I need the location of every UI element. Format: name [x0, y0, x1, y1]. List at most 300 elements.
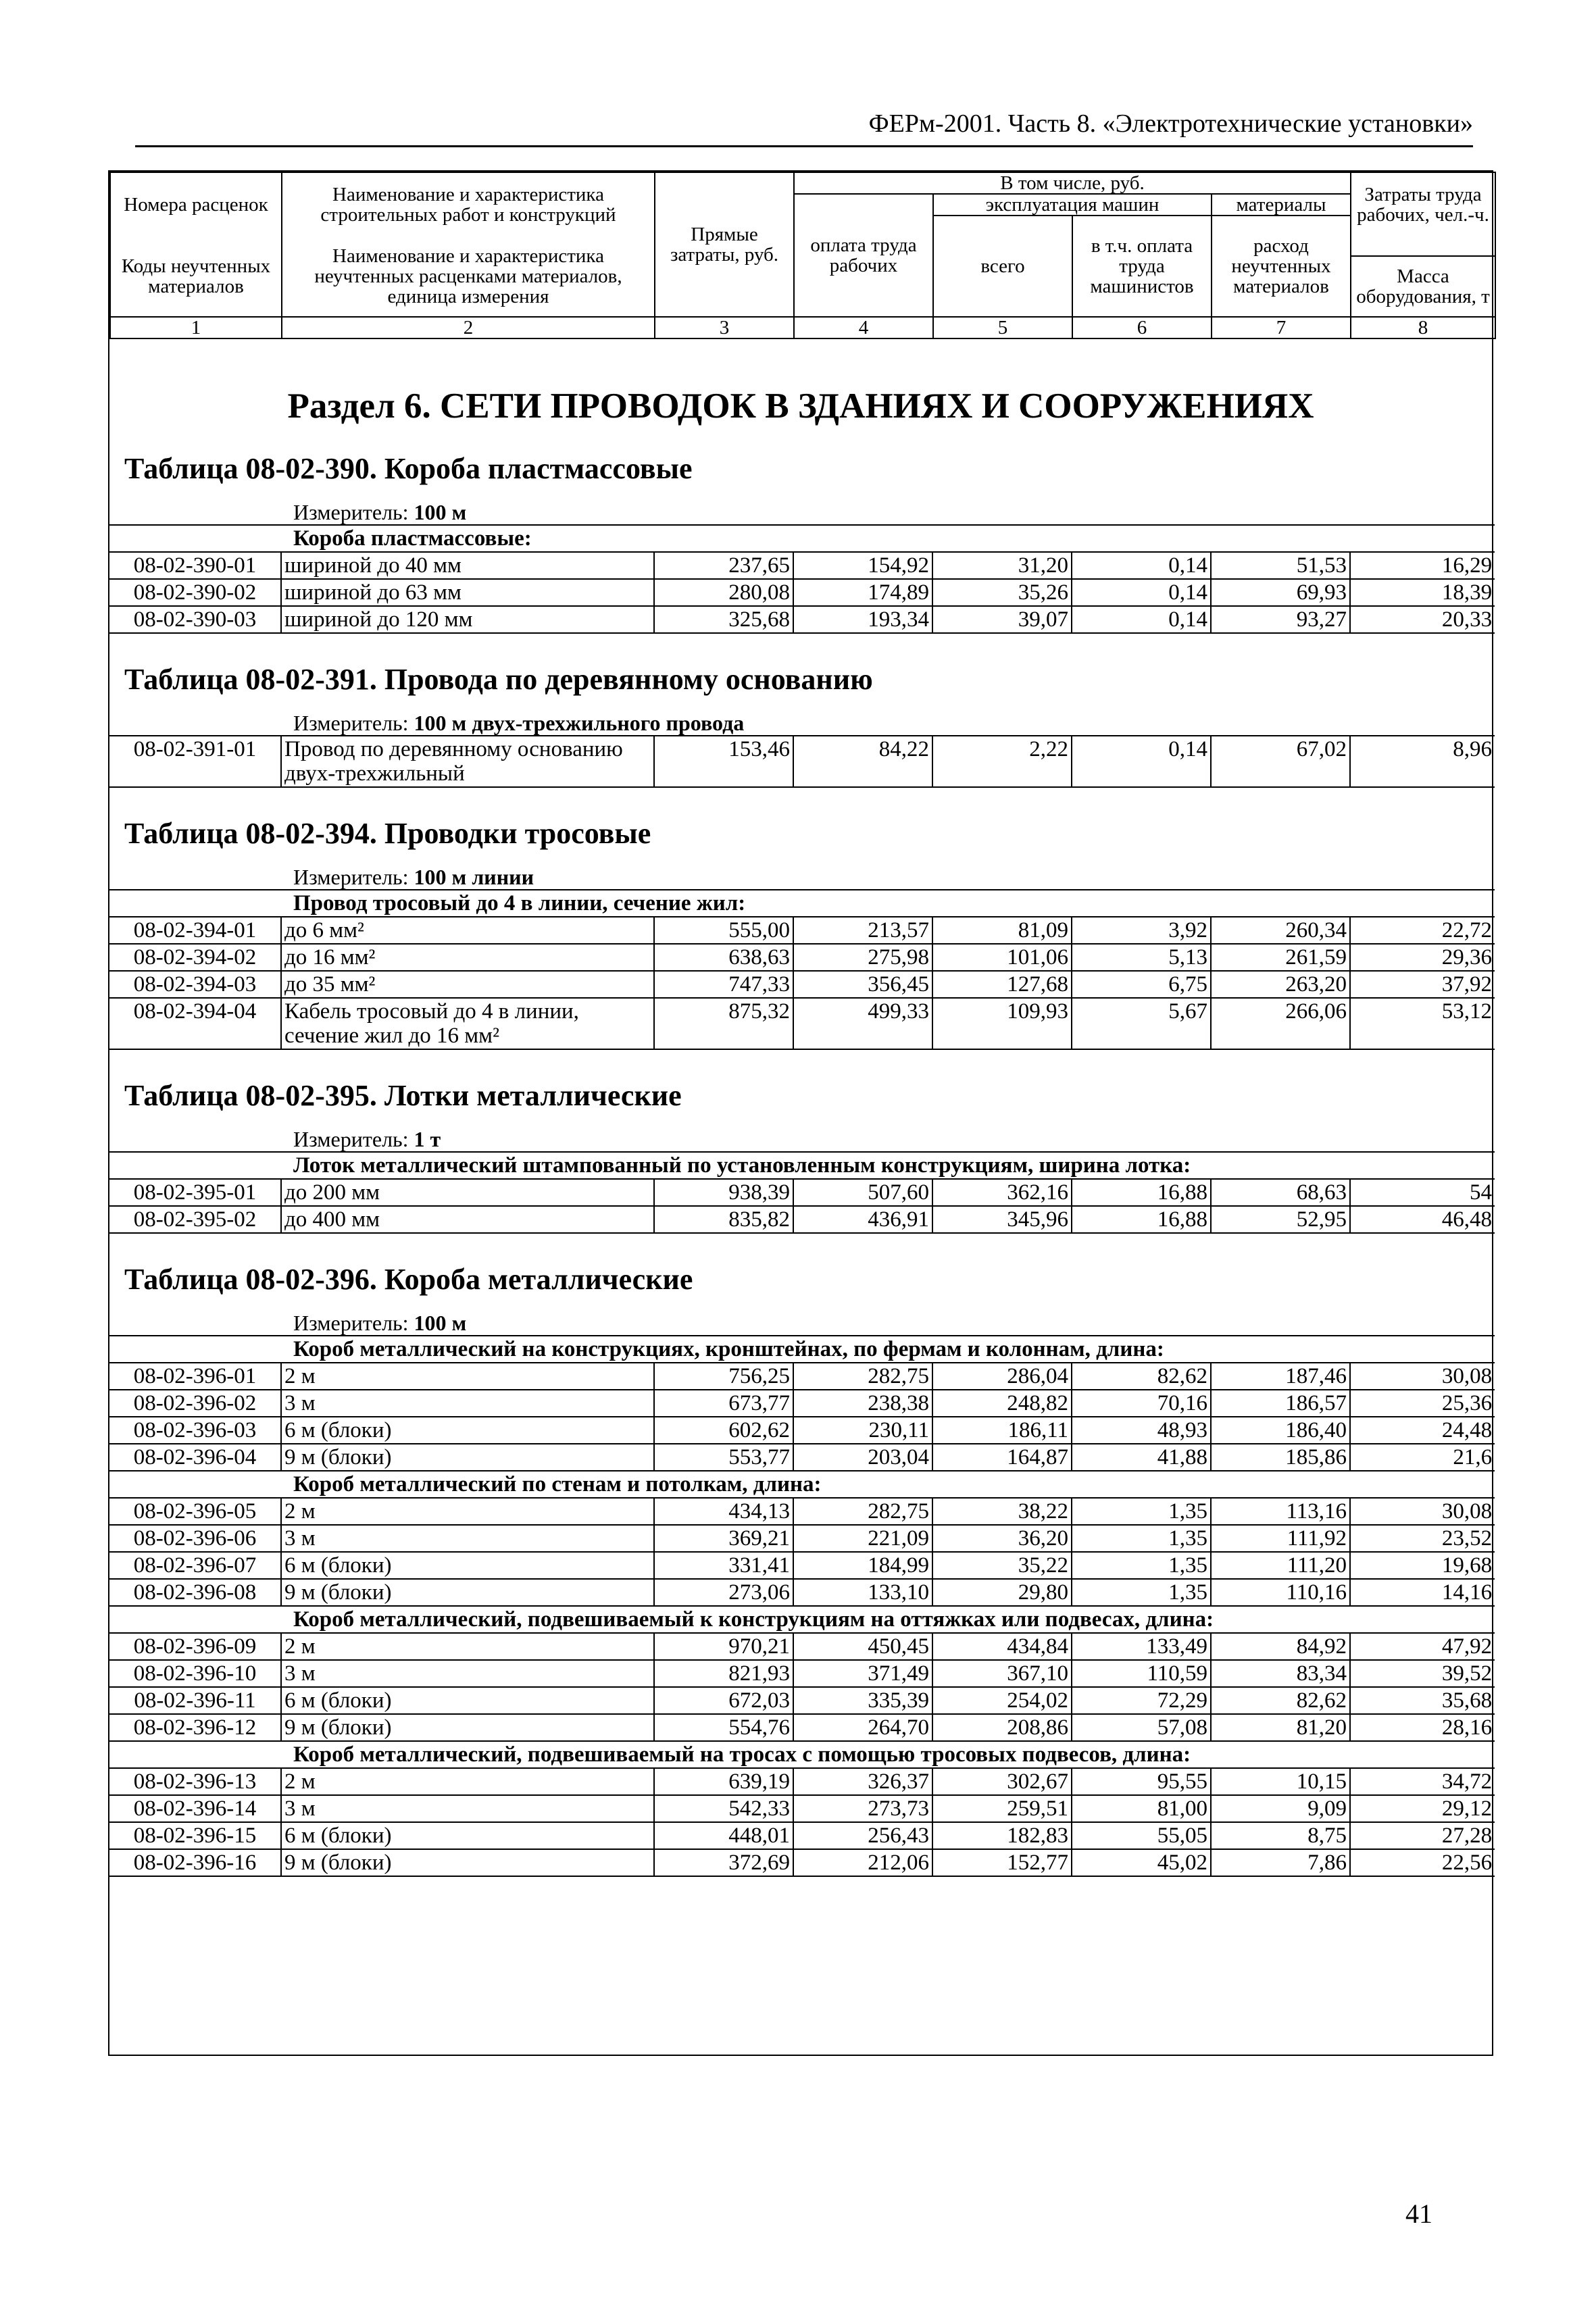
rate-name: 9 м (блоки)	[281, 1444, 654, 1471]
workers-pay-cell: 326,37	[793, 1768, 932, 1795]
operators-pay-cell: 81,00	[1072, 1795, 1211, 1822]
table-measure	[109, 711, 1492, 735]
operators-pay-cell: 55,05	[1072, 1822, 1211, 1849]
workers-pay-cell: 84,22	[793, 736, 932, 787]
rate-table	[109, 889, 1495, 1050]
materials-costs-cell: 68,63	[1211, 1179, 1350, 1206]
labour-costs-cell: 22,72	[1350, 917, 1495, 944]
rate-name: до 35 мм²	[281, 971, 654, 998]
rate-code: 08-02-390-01	[109, 552, 281, 579]
direct-costs-cell: 153,46	[654, 736, 793, 787]
machines-total-cell: 2,22	[932, 736, 1072, 787]
direct-costs-cell: 602,62	[654, 1417, 793, 1444]
rate-code: 08-02-396-15	[109, 1822, 281, 1849]
machines-total-cell: 36,20	[932, 1525, 1072, 1552]
column-number: 2	[282, 317, 655, 338]
group-row	[109, 1152, 1495, 1179]
measure-label: Измеритель:	[293, 1127, 409, 1151]
header-equipment-mass: Масса оборудования, т	[1351, 256, 1495, 317]
workers-pay-cell: 264,70	[793, 1714, 932, 1741]
direct-costs-cell: 237,65	[654, 552, 793, 579]
machines-total-cell: 254,02	[932, 1687, 1072, 1714]
rate-name: 9 м (блоки)	[281, 1849, 654, 1876]
rate-row	[109, 1822, 1495, 1849]
labour-costs-cell: 30,08	[1350, 1498, 1495, 1525]
labour-costs-cell: 29,36	[1350, 944, 1495, 971]
direct-costs-cell: 821,93	[654, 1660, 793, 1687]
machines-total-cell: 208,86	[932, 1714, 1072, 1741]
group-label: Короб металлический по стенам и потолкам, длина:	[109, 1471, 1495, 1498]
labour-costs-cell: 25,36	[1350, 1390, 1495, 1417]
header-machines-total: всего	[933, 216, 1072, 317]
rate-code: 08-02-396-13	[109, 1768, 281, 1795]
rate-table	[109, 1151, 1495, 1234]
group-row	[109, 1741, 1495, 1768]
materials-costs-cell: 111,92	[1211, 1525, 1350, 1552]
rate-name: Провод по деревянному основанию двух-трехжильный	[281, 736, 654, 787]
machines-total-cell: 39,07	[932, 606, 1072, 633]
table-measure	[109, 500, 1492, 524]
rate-row	[109, 1179, 1495, 1206]
rate-name: 3 м	[281, 1390, 654, 1417]
rate-tables	[109, 453, 1492, 1877]
workers-pay-cell: 213,57	[793, 917, 932, 944]
rate-code: 08-02-396-11	[109, 1687, 281, 1714]
rate-name: 3 м	[281, 1525, 654, 1552]
machines-total-cell: 362,16	[932, 1179, 1072, 1206]
rate-code: 08-02-394-03	[109, 971, 281, 998]
machines-total-cell: 345,96	[932, 1206, 1072, 1233]
rate-name: 3 м	[281, 1660, 654, 1687]
header-work-description: Наименование и характеристика строительных работ и конструкций	[282, 172, 655, 236]
rate-table	[109, 735, 1495, 788]
machines-total-cell: 31,20	[932, 552, 1072, 579]
column-number: 4	[794, 317, 933, 338]
header-material-description: Наименование и характеристика неучтенных расценками материалов, единица измерения	[282, 236, 655, 317]
operators-pay-cell: 16,88	[1072, 1179, 1211, 1206]
materials-costs-cell: 8,75	[1211, 1822, 1350, 1849]
direct-costs-cell: 938,39	[654, 1179, 793, 1206]
rate-row	[109, 1849, 1495, 1876]
column-number: 1	[110, 317, 282, 338]
operators-pay-cell: 1,35	[1072, 1498, 1211, 1525]
header-machine-operation: эксплуатация машин	[933, 194, 1212, 216]
column-number: 5	[933, 317, 1072, 338]
operators-pay-cell: 70,16	[1072, 1390, 1211, 1417]
materials-costs-cell: 263,20	[1211, 971, 1350, 998]
workers-pay-cell: 193,34	[793, 606, 932, 633]
rate-name: до 16 мм²	[281, 944, 654, 971]
header-material-codes: Коды неучтенных материалов	[110, 236, 282, 317]
labour-costs-cell: 8,96	[1350, 736, 1495, 787]
workers-pay-cell: 221,09	[793, 1525, 932, 1552]
table-title: Таблица 08-02-395. Лотки металлические	[124, 1079, 682, 1112]
operators-pay-cell: 0,14	[1072, 606, 1211, 633]
table-measure	[109, 1127, 1492, 1151]
measure-label: Измеритель:	[293, 711, 409, 735]
materials-costs-cell: 67,02	[1211, 736, 1350, 787]
group-row	[109, 525, 1495, 552]
measure-label: Измеритель:	[293, 1311, 409, 1335]
direct-costs-cell: 273,06	[654, 1579, 793, 1606]
machines-total-cell: 35,22	[932, 1552, 1072, 1579]
rate-code: 08-02-396-03	[109, 1417, 281, 1444]
measure-unit: 100 м двух-трехжильного провода	[414, 711, 745, 735]
page-number: 41	[1405, 2198, 1432, 2229]
direct-costs-cell: 970,21	[654, 1633, 793, 1660]
workers-pay-cell: 356,45	[793, 971, 932, 998]
direct-costs-cell: 639,19	[654, 1768, 793, 1795]
table-title: Таблица 08-02-394. Проводки тросовые	[124, 817, 651, 850]
column-header	[109, 172, 1496, 339]
labour-costs-cell: 53,12	[1350, 998, 1495, 1049]
operators-pay-cell: 1,35	[1072, 1525, 1211, 1552]
column-number: 8	[1351, 317, 1495, 338]
labour-costs-cell: 34,72	[1350, 1768, 1495, 1795]
materials-costs-cell: 82,62	[1211, 1687, 1350, 1714]
direct-costs-cell: 372,69	[654, 1849, 793, 1876]
workers-pay-cell: 282,75	[793, 1363, 932, 1390]
rate-name: до 400 мм	[281, 1206, 654, 1233]
materials-costs-cell: 186,57	[1211, 1390, 1350, 1417]
labour-costs-cell: 22,56	[1350, 1849, 1495, 1876]
operators-pay-cell: 0,14	[1072, 579, 1211, 606]
rate-name: 2 м	[281, 1498, 654, 1525]
direct-costs-cell: 673,77	[654, 1390, 793, 1417]
rate-name: 6 м (блоки)	[281, 1687, 654, 1714]
machines-total-cell: 29,80	[932, 1579, 1072, 1606]
rate-name: 9 м (блоки)	[281, 1579, 654, 1606]
rate-name: 3 м	[281, 1795, 654, 1822]
labour-costs-cell: 28,16	[1350, 1714, 1495, 1741]
header-including: В том числе, руб.	[794, 172, 1351, 194]
materials-costs-cell: 185,86	[1211, 1444, 1350, 1471]
rate-name: 2 м	[281, 1633, 654, 1660]
workers-pay-cell: 275,98	[793, 944, 932, 971]
workers-pay-cell: 256,43	[793, 1822, 932, 1849]
materials-costs-cell: 51,53	[1211, 552, 1350, 579]
labour-costs-cell: 37,92	[1350, 971, 1495, 998]
direct-costs-cell: 835,82	[654, 1206, 793, 1233]
labour-costs-cell: 27,28	[1350, 1822, 1495, 1849]
rate-code: 08-02-396-06	[109, 1525, 281, 1552]
rate-row	[109, 1417, 1495, 1444]
header-direct-costs: Прямые затраты, руб.	[655, 172, 794, 317]
measure-unit: 100 м	[414, 500, 467, 524]
machines-total-cell: 286,04	[932, 1363, 1072, 1390]
operators-pay-cell: 0,14	[1072, 552, 1211, 579]
rate-row	[109, 1363, 1495, 1390]
workers-pay-cell: 436,91	[793, 1206, 932, 1233]
materials-costs-cell: 7,86	[1211, 1849, 1350, 1876]
rate-row	[109, 1390, 1495, 1417]
labour-costs-cell: 35,68	[1350, 1687, 1495, 1714]
group-label: Короб металлический, подвешиваемый на тросах с помощью тросовых подвесов, длина:	[109, 1741, 1495, 1768]
machines-total-cell: 186,11	[932, 1417, 1072, 1444]
group-label: Короба пластмассовые:	[109, 525, 1495, 552]
rate-code: 08-02-396-02	[109, 1390, 281, 1417]
labour-costs-cell: 20,33	[1350, 606, 1495, 633]
group-row	[109, 1336, 1495, 1363]
workers-pay-cell: 507,60	[793, 1179, 932, 1206]
materials-costs-cell: 186,40	[1211, 1417, 1350, 1444]
rate-row	[109, 1444, 1495, 1471]
rate-table	[109, 524, 1495, 634]
labour-costs-cell: 19,68	[1350, 1552, 1495, 1579]
rate-name: Кабель тросовый до 4 в линии, сечение жил до 16 мм²	[281, 998, 654, 1049]
materials-costs-cell: 9,09	[1211, 1795, 1350, 1822]
rate-row	[109, 1768, 1495, 1795]
group-label: Провод тросовый до 4 в линии, сечение жил:	[109, 890, 1495, 917]
operators-pay-cell: 133,49	[1072, 1633, 1211, 1660]
rate-row	[109, 1687, 1495, 1714]
machines-total-cell: 248,82	[932, 1390, 1072, 1417]
rate-table	[109, 1335, 1495, 1877]
header-labour-costs-cont	[1351, 236, 1495, 256]
measure-unit: 100 м	[414, 1311, 467, 1335]
group-row	[109, 1606, 1495, 1633]
operators-pay-cell: 16,88	[1072, 1206, 1211, 1233]
labour-costs-cell: 46,48	[1350, 1206, 1495, 1233]
rate-row	[109, 1633, 1495, 1660]
direct-costs-cell: 875,32	[654, 998, 793, 1049]
rate-name: 2 м	[281, 1768, 654, 1795]
operators-pay-cell: 82,62	[1072, 1363, 1211, 1390]
rate-name: 2 м	[281, 1363, 654, 1390]
rate-name: шириной до 120 мм	[281, 606, 654, 633]
materials-costs-cell: 52,95	[1211, 1206, 1350, 1233]
labour-costs-cell: 29,12	[1350, 1795, 1495, 1822]
machines-total-cell: 81,09	[932, 917, 1072, 944]
rate-row	[109, 1525, 1495, 1552]
rate-row	[109, 579, 1495, 606]
rate-code: 08-02-394-01	[109, 917, 281, 944]
rate-code: 08-02-396-05	[109, 1498, 281, 1525]
materials-costs-cell: 93,27	[1211, 606, 1350, 633]
group-label: Короб металлический, подвешиваемый к конструкциям на оттяжках или подвесах, длина:	[109, 1606, 1495, 1633]
operators-pay-cell: 110,59	[1072, 1660, 1211, 1687]
direct-costs-cell: 553,77	[654, 1444, 793, 1471]
rate-code: 08-02-395-02	[109, 1206, 281, 1233]
rate-row	[109, 971, 1495, 998]
operators-pay-cell: 48,93	[1072, 1417, 1211, 1444]
materials-costs-cell: 261,59	[1211, 944, 1350, 971]
labour-costs-cell: 54	[1350, 1179, 1495, 1206]
direct-costs-cell: 448,01	[654, 1822, 793, 1849]
measure-label: Измеритель:	[293, 865, 409, 889]
materials-costs-cell: 187,46	[1211, 1363, 1350, 1390]
rate-name: 6 м (блоки)	[281, 1822, 654, 1849]
direct-costs-cell: 280,08	[654, 579, 793, 606]
rate-name: шириной до 40 мм	[281, 552, 654, 579]
rate-name: до 6 мм²	[281, 917, 654, 944]
rate-code: 08-02-396-07	[109, 1552, 281, 1579]
workers-pay-cell: 335,39	[793, 1687, 932, 1714]
rate-row	[109, 1660, 1495, 1687]
rate-row	[109, 606, 1495, 633]
rates-frame	[108, 170, 1493, 2056]
group-row	[109, 890, 1495, 917]
direct-costs-cell: 434,13	[654, 1498, 793, 1525]
workers-pay-cell: 499,33	[793, 998, 932, 1049]
labour-costs-cell: 39,52	[1350, 1660, 1495, 1687]
rate-name: 6 м (блоки)	[281, 1552, 654, 1579]
rate-code: 08-02-396-16	[109, 1849, 281, 1876]
workers-pay-cell: 203,04	[793, 1444, 932, 1471]
rate-code: 08-02-396-10	[109, 1660, 281, 1687]
machines-total-cell: 164,87	[932, 1444, 1072, 1471]
materials-costs-cell: 110,16	[1211, 1579, 1350, 1606]
rate-row	[109, 944, 1495, 971]
column-number: 7	[1212, 317, 1351, 338]
workers-pay-cell: 230,11	[793, 1417, 932, 1444]
measure-unit: 100 м линии	[414, 865, 534, 889]
operators-pay-cell: 3,92	[1072, 917, 1211, 944]
direct-costs-cell: 638,63	[654, 944, 793, 971]
group-label: Лоток металлический штампованный по установленным конструкциям, ширина лотка:	[109, 1152, 1495, 1179]
group-row	[109, 1471, 1495, 1498]
rate-code: 08-02-391-01	[109, 736, 281, 787]
machines-total-cell: 152,77	[932, 1849, 1072, 1876]
materials-costs-cell: 260,34	[1211, 917, 1350, 944]
rate-code: 08-02-396-01	[109, 1363, 281, 1390]
labour-costs-cell: 47,92	[1350, 1633, 1495, 1660]
section-title: Раздел 6. СЕТИ ПРОВОДОК В ЗДАНИЯХ И СООРУЖЕНИЯХ	[287, 386, 1314, 426]
materials-costs-cell: 113,16	[1211, 1498, 1350, 1525]
rate-code: 08-02-394-04	[109, 998, 281, 1049]
rate-code: 08-02-396-04	[109, 1444, 281, 1471]
labour-costs-cell: 21,6	[1350, 1444, 1495, 1471]
measure-label: Измеритель:	[293, 500, 409, 524]
operators-pay-cell: 1,35	[1072, 1552, 1211, 1579]
operators-pay-cell: 95,55	[1072, 1768, 1211, 1795]
rate-row	[109, 1498, 1495, 1525]
direct-costs-cell: 672,03	[654, 1687, 793, 1714]
table-title: Таблица 08-02-391. Провода по деревянному основанию	[124, 663, 873, 696]
machines-total-cell: 38,22	[932, 1498, 1072, 1525]
operators-pay-cell: 57,08	[1072, 1714, 1211, 1741]
workers-pay-cell: 212,06	[793, 1849, 932, 1876]
rate-name: шириной до 63 мм	[281, 579, 654, 606]
machines-total-cell: 109,93	[932, 998, 1072, 1049]
header-operators-pay: в т.ч. оплата труда машинистов	[1072, 216, 1212, 317]
measure-unit: 1 т	[414, 1127, 441, 1151]
materials-costs-cell: 84,92	[1211, 1633, 1350, 1660]
direct-costs-cell: 369,21	[654, 1525, 793, 1552]
column-number: 3	[655, 317, 794, 338]
machines-total-cell: 35,26	[932, 579, 1072, 606]
rate-name: 9 м (блоки)	[281, 1714, 654, 1741]
workers-pay-cell: 282,75	[793, 1498, 932, 1525]
operators-pay-cell: 72,29	[1072, 1687, 1211, 1714]
materials-costs-cell: 10,15	[1211, 1768, 1350, 1795]
workers-pay-cell: 154,92	[793, 552, 932, 579]
direct-costs-cell: 325,68	[654, 606, 793, 633]
direct-costs-cell: 747,33	[654, 971, 793, 998]
labour-costs-cell: 16,29	[1350, 552, 1495, 579]
operators-pay-cell: 5,13	[1072, 944, 1211, 971]
operators-pay-cell: 45,02	[1072, 1849, 1211, 1876]
rate-row	[109, 736, 1495, 787]
machines-total-cell: 259,51	[932, 1795, 1072, 1822]
labour-costs-cell: 30,08	[1350, 1363, 1495, 1390]
rate-code: 08-02-390-02	[109, 579, 281, 606]
direct-costs-cell: 555,00	[654, 917, 793, 944]
labour-costs-cell: 23,52	[1350, 1525, 1495, 1552]
operators-pay-cell: 0,14	[1072, 736, 1211, 787]
workers-pay-cell: 273,73	[793, 1795, 932, 1822]
workers-pay-cell: 450,45	[793, 1633, 932, 1660]
table-measure	[109, 865, 1492, 889]
machines-total-cell: 367,10	[932, 1660, 1072, 1687]
labour-costs-cell: 18,39	[1350, 579, 1495, 606]
materials-costs-cell: 266,06	[1211, 998, 1350, 1049]
materials-costs-cell: 81,20	[1211, 1714, 1350, 1741]
workers-pay-cell: 371,49	[793, 1660, 932, 1687]
rate-name: до 200 мм	[281, 1179, 654, 1206]
header-workers-pay: оплата труда рабочих	[794, 194, 933, 317]
direct-costs-cell: 756,25	[654, 1363, 793, 1390]
running-head: ФЕРм-2001. Часть 8. «Электротехнические установки»	[135, 110, 1473, 147]
rate-code: 08-02-394-02	[109, 944, 281, 971]
header-rate-numbers: Номера расценок	[110, 172, 282, 236]
workers-pay-cell: 184,99	[793, 1552, 932, 1579]
rate-code: 08-02-396-12	[109, 1714, 281, 1741]
operators-pay-cell: 6,75	[1072, 971, 1211, 998]
operators-pay-cell: 1,35	[1072, 1579, 1211, 1606]
rate-code: 08-02-396-09	[109, 1633, 281, 1660]
rate-row	[109, 1795, 1495, 1822]
workers-pay-cell: 133,10	[793, 1579, 932, 1606]
rate-row	[109, 1714, 1495, 1741]
direct-costs-cell: 331,41	[654, 1552, 793, 1579]
workers-pay-cell: 238,38	[793, 1390, 932, 1417]
header-materials: материалы	[1212, 194, 1351, 216]
rate-row	[109, 552, 1495, 579]
rate-code: 08-02-396-14	[109, 1795, 281, 1822]
table-measure	[109, 1311, 1492, 1335]
labour-costs-cell: 14,16	[1350, 1579, 1495, 1606]
rate-row	[109, 1552, 1495, 1579]
direct-costs-cell: 542,33	[654, 1795, 793, 1822]
group-label: Короб металлический на конструкциях, кронштейнах, по фермам и колоннам, длина:	[109, 1336, 1495, 1363]
rate-row	[109, 998, 1495, 1049]
header-labour-costs: Затраты труда рабочих, чел.-ч.	[1351, 172, 1495, 236]
materials-costs-cell: 83,34	[1211, 1660, 1350, 1687]
direct-costs-cell: 554,76	[654, 1714, 793, 1741]
column-number: 6	[1072, 317, 1212, 338]
machines-total-cell: 127,68	[932, 971, 1072, 998]
rate-row	[109, 917, 1495, 944]
rate-code: 08-02-396-08	[109, 1579, 281, 1606]
operators-pay-cell: 5,67	[1072, 998, 1211, 1049]
table-title: Таблица 08-02-396. Короба металлические	[124, 1263, 693, 1296]
machines-total-cell: 302,67	[932, 1768, 1072, 1795]
rate-row	[109, 1579, 1495, 1606]
labour-costs-cell: 24,48	[1350, 1417, 1495, 1444]
rate-name: 6 м (блоки)	[281, 1417, 654, 1444]
machines-total-cell: 182,83	[932, 1822, 1072, 1849]
workers-pay-cell: 174,89	[793, 579, 932, 606]
machines-total-cell: 434,84	[932, 1633, 1072, 1660]
table-title: Таблица 08-02-390. Короба пластмассовые	[124, 452, 693, 485]
rate-code: 08-02-395-01	[109, 1179, 281, 1206]
materials-costs-cell: 111,20	[1211, 1552, 1350, 1579]
materials-costs-cell: 69,93	[1211, 579, 1350, 606]
header-unaccounted-materials: расход неучтенных материалов	[1212, 216, 1351, 317]
rate-code: 08-02-390-03	[109, 606, 281, 633]
operators-pay-cell: 41,88	[1072, 1444, 1211, 1471]
